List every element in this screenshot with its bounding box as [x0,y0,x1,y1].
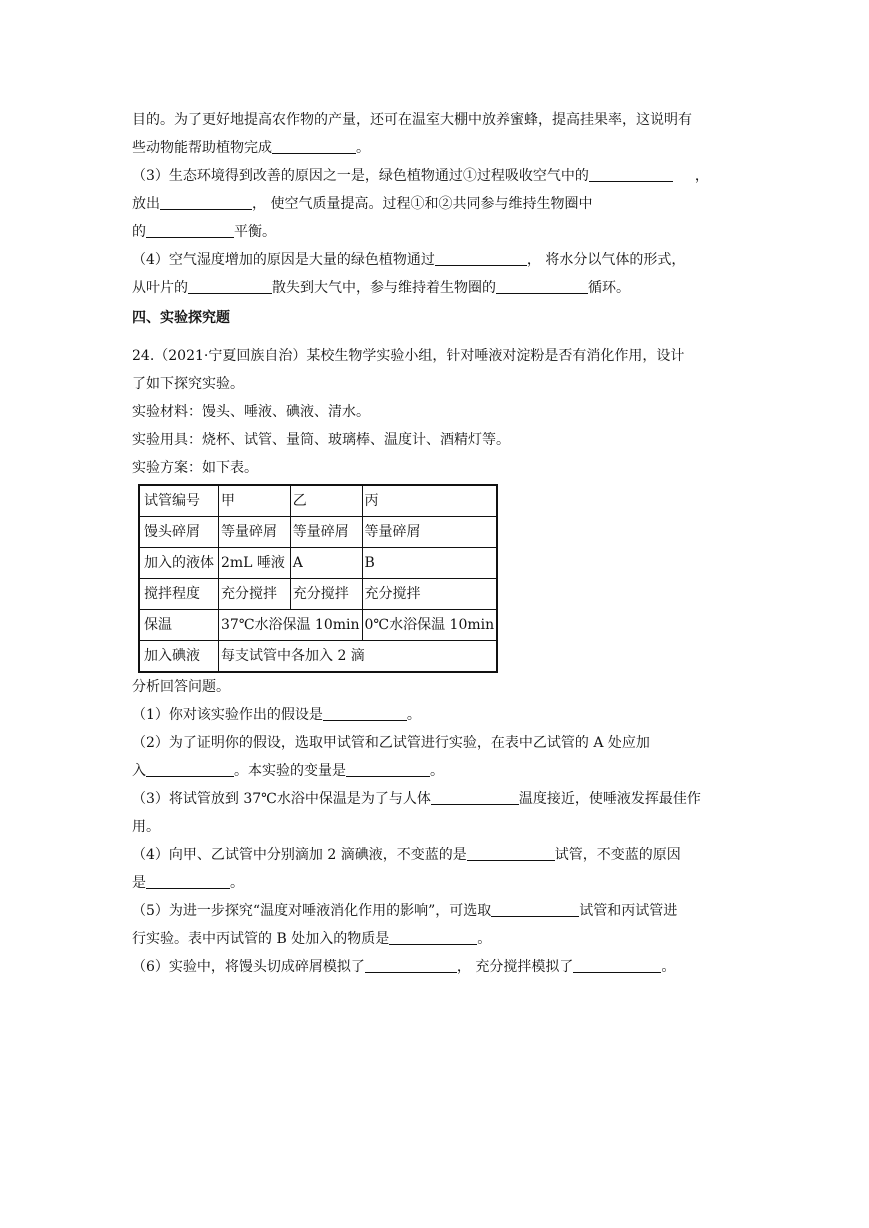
answer-blank[interactable] [491,900,579,917]
table-cell: 保温 [139,610,219,641]
answer-blank[interactable] [496,277,588,294]
paragraph-text: 些动物能帮助植物完成 [132,140,272,156]
question-text: 是 [132,875,146,891]
question-text: 行实验。表中丙试管的 B 处加入的物质是 [132,931,390,947]
question-text: 温度接近，使唾液发挥最佳作 [518,791,701,807]
part-4-line-2 [132,869,742,897]
question-text: 从叶片的 [132,280,188,296]
paragraph-text: 目的。为了更好地提高农作物的产量，还可在温室大棚中放养蜜蜂，提高挂果率，这说明有 [132,112,692,128]
table-cell: 充分搅拌 [219,579,291,610]
question-text: 放出 [132,196,160,212]
question-24-line-2 [132,370,742,398]
question-text: （3）生态环境得到改善的原因之一是，绿色植物通过①过程吸收空气中的 [132,168,589,184]
table-cell: 充分搅拌 [362,579,497,610]
table-cell: 加入碘液 [139,641,219,673]
question-text: （4）向甲、乙试管中分别滴加 2 滴碘液，不变蓝的是 [132,847,467,863]
question-text: 散失到大气中，参与维持着生物圈的 [272,280,496,296]
question-text: （6）实验中，将馒头切成碎屑模拟了 [132,959,365,975]
text-line [132,106,742,134]
part-4-line-1 [132,841,742,869]
answer-blank[interactable] [160,193,252,210]
materials-line: 实验材料：馒头、唾液、碘液、清水。 [132,404,370,420]
part-3-line-2 [132,813,742,841]
text-line [132,134,742,162]
punctuation: ， [694,168,709,184]
question-4-line-2 [132,274,742,302]
table-cell: 每支试管中各加入 2 滴 [219,641,498,673]
question-text: 24.（2021·宁夏回族自治）某校生物学实验小组，针对唾液对淀粉是否有消化作用，设计 [132,348,685,364]
answer-blank[interactable] [346,760,430,777]
question-24-line-1 [132,342,742,370]
answer-blank[interactable] [467,844,555,861]
part-2-line-1 [132,729,742,757]
table-cell: 等量碎屑 [290,517,362,548]
question-text: 平衡。 [234,224,276,240]
question-text: 。本实验的变量是 [234,763,346,779]
answer-blank[interactable] [573,956,661,973]
answer-blank[interactable] [272,137,356,154]
question-text: ， 充分搅拌模拟了 [456,959,574,975]
part-6-line [132,953,742,981]
question-3-line-2 [132,190,742,218]
answer-blank[interactable] [188,277,272,294]
question-text: （2）为了证明你的假设，选取甲试管和乙试管进行实验，在表中乙试管的 A 处应加 [132,735,650,751]
table-cell: 试管编号 [139,485,219,517]
table-cell: 甲 [219,485,291,517]
analyze-line: 分析回答问题。 [132,679,230,695]
table-cell: 37℃水浴保温 10min [219,610,363,641]
question-text: （1）你对该实验作出的假设是 [132,707,323,723]
question-3-line-3 [132,218,742,246]
table-row [139,485,497,517]
table-row [139,548,497,579]
question-text: 了如下探究实验。 [132,376,244,392]
answer-blank[interactable] [435,249,527,266]
table-row [139,610,497,641]
part-5-line-1 [132,897,742,925]
table-cell: 等量碎屑 [362,517,497,548]
table-cell: 0℃水浴保温 10min [362,610,497,641]
part-3-line-1 [132,785,742,813]
table-cell: 搅拌程度 [139,579,219,610]
table-cell: B [362,548,497,579]
worksheet-page [132,106,742,981]
table-row [139,641,497,673]
table-cell: 2mL 唾液 [219,548,291,579]
question-text: 试管和丙试管进 [579,903,678,919]
answer-blank[interactable] [323,704,407,721]
question-text: 的 [132,224,146,240]
punctuation: 。 [477,931,492,947]
question-text: 入 [132,763,146,779]
punctuation: 。 [430,763,444,779]
table-cell: 馒头碎屑 [139,517,219,548]
table-cell: 等量碎屑 [219,517,291,548]
punctuation: 。 [230,875,244,891]
question-text: （4）空气湿度增加的原因是大量的绿色植物通过 [132,252,435,268]
table-cell: 乙 [290,485,362,517]
answer-blank[interactable] [146,872,230,889]
answer-blank[interactable] [589,165,673,182]
question-text: （3）将试管放到 37℃水浴中保温是为了与人体 [132,791,431,807]
question-text: 循环。 [588,280,630,296]
experiment-table [138,484,498,673]
punctuation: 。 [406,707,421,723]
question-text: （5）为进一步探究“温度对唾液消化作用的影响”，可选取 [132,903,492,919]
answer-blank[interactable] [146,760,234,777]
section-heading: 四、实验探究题 [132,310,230,326]
answer-blank[interactable] [365,956,457,973]
question-text: ， 使空气质量提高。过程①和②共同参与维持生物圈中 [252,196,593,212]
table-cell: 充分搅拌 [290,579,362,610]
question-3-line-1 [132,162,742,190]
answer-blank[interactable] [146,221,234,238]
table-cell: A [290,548,362,579]
punctuation: 。 [356,140,370,156]
table-row [139,579,497,610]
question-text: 用。 [132,819,160,835]
plan-line: 实验方案：如下表。 [132,460,258,476]
question-4-line-1 [132,246,742,274]
tools-line: 实验用具：烧杯、试管、量筒、玻璃棒、温度计、酒精灯等。 [132,432,510,448]
answer-blank[interactable] [389,928,477,945]
part-1-line [132,701,742,729]
table-row [139,517,497,548]
question-text: ， 将水分以气体的形式， [526,252,686,268]
part-2-line-2 [132,757,742,785]
table-cell: 加入的液体 [139,548,219,579]
question-text: 试管，不变蓝的原因 [554,847,681,863]
table-cell: 丙 [362,485,497,517]
answer-blank[interactable] [431,788,519,805]
part-5-line-2 [132,925,742,953]
punctuation: 。 [661,959,676,975]
